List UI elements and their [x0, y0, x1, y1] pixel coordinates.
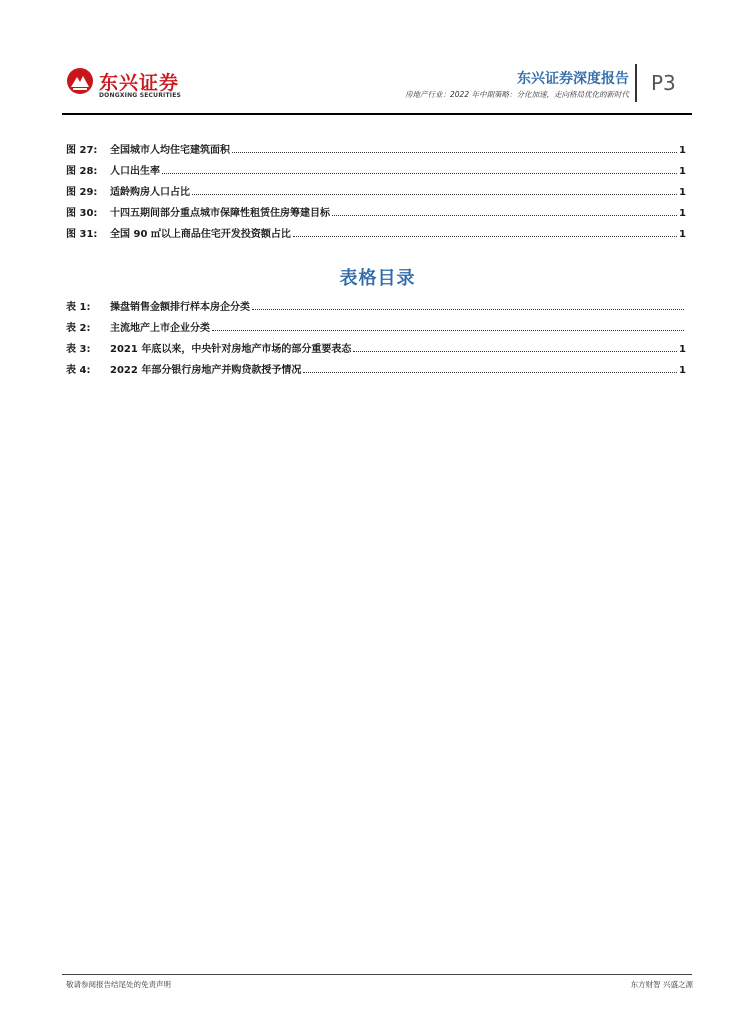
table-page: 1 [679, 365, 686, 376]
footer-slogan: 东方财智 兴盛之源 [630, 980, 693, 989]
header-divider [635, 64, 637, 102]
figure-number: 图 30: [66, 208, 98, 219]
table-title: 主流地产上市企业分类 [110, 323, 210, 334]
figure-title: 全国 90 ㎡以上商品住宅开发投资额占比 [110, 229, 291, 240]
table-number: 表 1: [66, 302, 91, 313]
figure-number: 图 27: [66, 145, 98, 156]
figure-page: 1 [679, 229, 686, 240]
figure-title: 十四五期间部分重点城市保障性租赁住房筹建目标 [110, 208, 330, 219]
figure-entry[interactable] [66, 156, 686, 177]
table-entry[interactable] [66, 334, 686, 355]
leader-dots [232, 151, 677, 153]
figure-number: 图 29: [66, 187, 98, 198]
table-number: 表 2: [66, 323, 91, 334]
figure-title: 全国城市人均住宅建筑面积 [110, 145, 230, 156]
table-page: 1 [679, 344, 686, 355]
leader-dots [303, 371, 677, 373]
figure-list [66, 135, 686, 240]
figure-number: 图 31: [66, 229, 98, 240]
figure-page: 1 [679, 208, 686, 219]
page-number: P3 [651, 71, 676, 95]
figure-page: 1 [679, 145, 686, 156]
leader-dots [212, 329, 684, 331]
table-entry[interactable] [66, 355, 686, 376]
tables-section-title: 表格目录 [339, 268, 416, 289]
table-title: 2022 年部分银行房地产并购贷款授予情况 [110, 365, 302, 376]
footer-rule [62, 974, 692, 975]
figure-title: 适龄购房人口占比 [110, 187, 190, 198]
leader-dots [293, 235, 677, 237]
leader-dots [162, 172, 677, 174]
table-entry[interactable] [66, 292, 686, 313]
figure-page: 1 [679, 166, 686, 177]
figure-entry[interactable] [66, 177, 686, 198]
report-subtitle: 房地产行业：2022 年中期策略：分化加速，走向格局优化的新时代 [405, 90, 629, 99]
dongxing-logo-icon [66, 67, 94, 95]
logo-text-en: DONGXING SECURITIES [99, 92, 182, 99]
disclaimer-note: 敬请参阅报告结尾处的免责声明 [66, 980, 171, 989]
table-title: 操盘销售金额排行样本房企分类 [110, 302, 250, 313]
page-header [0, 0, 755, 115]
leader-dots [353, 350, 677, 352]
table-list [66, 292, 686, 376]
logo-text-cn: 东兴证券 [99, 72, 180, 94]
figure-page: 1 [679, 187, 686, 198]
table-entry[interactable] [66, 313, 686, 334]
table-number: 表 3: [66, 344, 91, 355]
figure-entry[interactable] [66, 198, 686, 219]
leader-dots [332, 214, 677, 216]
leader-dots [192, 193, 677, 195]
table-title: 2021 年底以来，中央针对房地产市场的部分重要表态 [110, 344, 352, 355]
figure-number: 图 28: [66, 166, 98, 177]
table-number: 表 4: [66, 365, 91, 376]
header-rule [62, 113, 692, 115]
figure-entry[interactable] [66, 135, 686, 156]
leader-dots [252, 308, 684, 310]
figure-entry[interactable] [66, 219, 686, 240]
figure-title: 人口出生率 [110, 166, 160, 177]
report-title: 东兴证券深度报告 [517, 71, 629, 87]
